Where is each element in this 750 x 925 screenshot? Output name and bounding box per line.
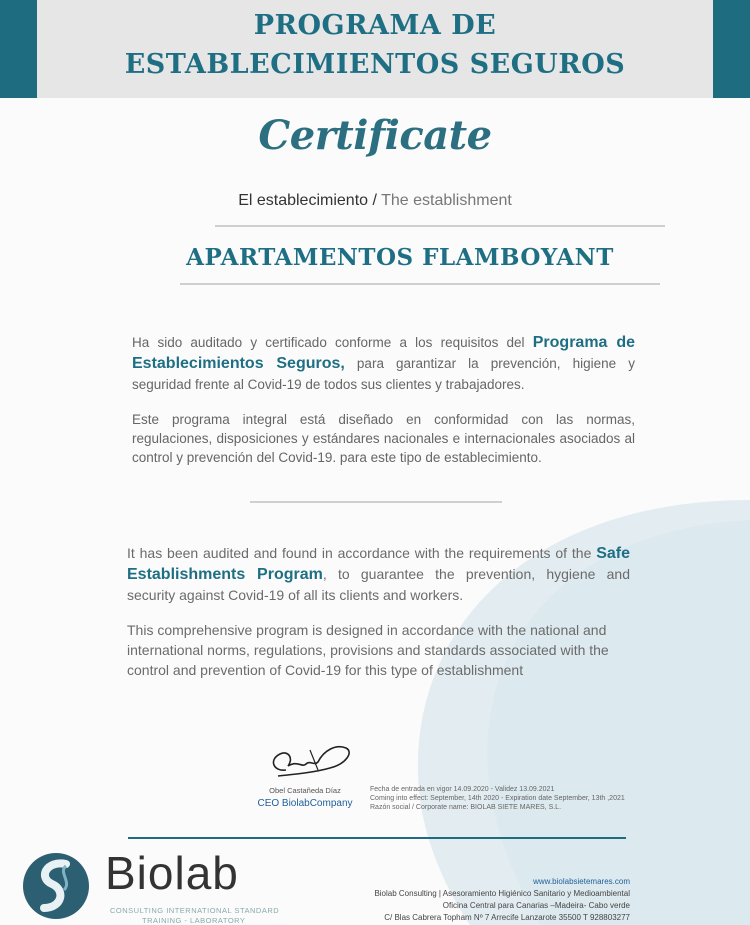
establishment-label xyxy=(0,192,750,210)
signature-image xyxy=(258,730,358,784)
en-paragraph-2: This comprehensive program is designed in accordance with the national and international norms, regulations, provisions and standards associated with the control and prevention of Covid-19 for this type of establishment xyxy=(127,622,609,678)
signatory-name: Obel Castañeda Díaz xyxy=(269,786,341,795)
divider-middle xyxy=(250,501,502,503)
footer-line-3: C/ Blas Cabrera Topham Nº 7 Arrecife Lanzarote 35500 T 928803277 xyxy=(384,913,630,922)
program-title xyxy=(37,6,713,84)
divider-name xyxy=(180,283,660,285)
footer-line-2: Oficina Central para Canarias –Madeira- Cabo verde xyxy=(442,901,630,910)
certificate-heading: Certificate xyxy=(258,112,492,159)
footer-line-1: Biolab Consulting | Asesoramiento Higiénico Sanitario y Medioambiental xyxy=(374,889,630,898)
signatory-title: CEO BiolabCompany xyxy=(257,798,353,809)
es-para1-text-c: para garantizar la prevención, higiene y seguridad frente al Covid-19 de todos sus clientes y trabajadores. xyxy=(132,356,635,392)
establishment-label-separator: / xyxy=(368,192,382,209)
validity-info xyxy=(370,785,625,812)
es-paragraph-2: Este programa integral está diseñado en conformidad con las normas, regulaciones, disposiciones y estándares nacionales e internacionales asociados al control y prevención del Covid-19. para este tipo de establecimiento. xyxy=(132,412,635,465)
en-paragraph-1 xyxy=(127,543,630,605)
divider-top xyxy=(215,225,665,227)
biolab-logo-icon xyxy=(22,852,90,920)
footer-divider xyxy=(128,837,626,839)
brand-subtitle-2: TRAINING - LABORATORY xyxy=(142,916,246,925)
es-para1-text-a: Ha sido auditado y certificado conforme a los requisitos del xyxy=(132,335,533,350)
establishment-name: APARTAMENTOS FLAMBOYANT xyxy=(186,244,614,271)
validity-line-1: Fecha de entrada en vigor 14.09.2020 - Validez 13.09.2021 xyxy=(370,786,555,793)
establishment-label-en: The establishment xyxy=(381,192,512,209)
program-title-line1: PROGRAMA DE xyxy=(253,10,497,41)
corporate-name-line: Razón social / Corporate name: BIOLAB SIETE MARES, S.L. xyxy=(370,804,562,811)
en-para1-text-a: It has been audited and found in accordance with the requirements of the xyxy=(127,545,597,561)
es-paragraph-1 xyxy=(132,332,635,395)
header-right-bar xyxy=(713,0,750,98)
validity-line-2: Coming into effect: September, 14th 2020 - Expiration date September, 13th ,2021 xyxy=(370,795,625,802)
en-para1-text-c: , to guarantee the prevention, hygiene and security against Covid-19 of all its clients and workers. xyxy=(127,566,630,603)
en-program-name: Safe Establishments Program xyxy=(127,545,630,583)
program-title-line2: ESTABLECIMIENTOS SEGUROS xyxy=(124,49,626,80)
brand-name: Biolab xyxy=(105,847,239,899)
brand-subtitle-1: CONSULTING INTERNATIONAL STANDARD xyxy=(110,906,280,915)
header-left-bar xyxy=(0,0,37,98)
es-program-name: Programa de Establecimientos Seguros, xyxy=(132,334,635,372)
header-banner xyxy=(0,0,750,98)
footer-contact xyxy=(374,876,630,924)
website-link[interactable]: www.biolabsietemares.com xyxy=(533,877,630,886)
establishment-label-es: El establecimiento xyxy=(238,192,369,209)
